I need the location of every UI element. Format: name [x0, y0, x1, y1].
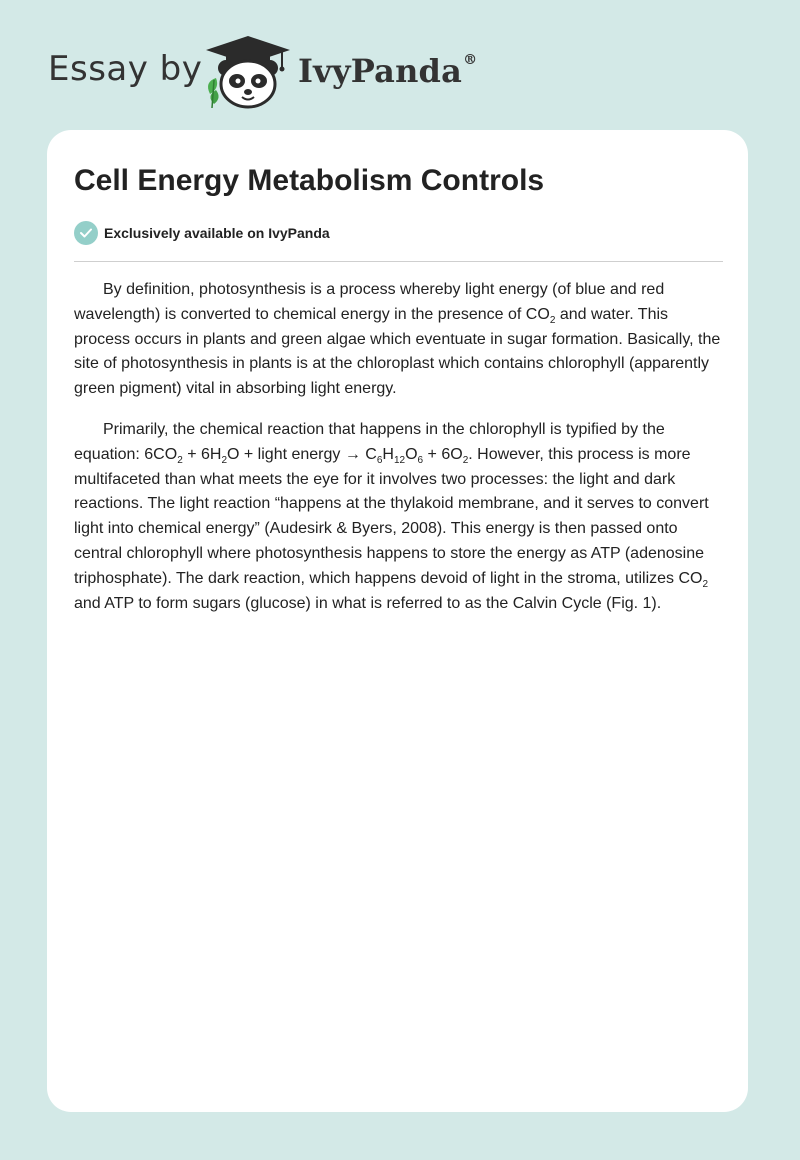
subscript: 2: [462, 454, 469, 466]
text-run: + 6H: [182, 445, 222, 463]
page-title: Cell Energy Metabolism Controls: [74, 164, 545, 197]
essay-body: [74, 278, 724, 632]
text-run: O + light energy → C: [227, 445, 377, 463]
text-run: Primarily, the chemical reaction that happens in the chlorophyll is typified by the equation: 6CO: [74, 420, 665, 463]
brand-name: [298, 52, 477, 90]
subscript: 2: [177, 454, 183, 466]
essay-card: [47, 130, 748, 1112]
panda-graduate-logo-icon: [202, 34, 294, 110]
text-run: H: [382, 445, 394, 463]
subscript: 6: [417, 454, 424, 466]
subscript: 6: [376, 454, 383, 466]
text-run: . However, this process is more multifaceted than what meets the eye for it involves two processes: the light and dark reactions. The light reaction “happens at the thylakoid membrane, and it serves to convert light into chemical energy” (Audesirk & Byers, 2008). This energy is then passed onto central chlorophyll where photosynthesis happens to store the energy as ATP (adenosine triphosphate). The dark reaction, which happens devoid of light in the stroma, utilizes CO: [74, 445, 709, 587]
text-run: O: [405, 445, 418, 463]
subscript: 2: [221, 454, 227, 466]
subscript: 2: [702, 578, 709, 590]
text-run: By definition, photosynthesis is a process whereby light energy (of blue and red wavelength) is converted to chemical energy in the presence of CO: [74, 281, 665, 323]
essay-by-label: Essay by: [48, 49, 203, 89]
paragraph: [74, 278, 724, 402]
subscript: 2: [549, 314, 556, 326]
text-run: + 6O: [423, 445, 463, 463]
check-circle-icon: [74, 221, 98, 245]
title-divider: [74, 261, 723, 262]
text-run: and water. This process occurs in plants and green algae which eventuate in sugar formation. Basically, the site of photosynthesis in plants is at the chloroplast which contains chlorophyll (apparently green pigment) vital in absorbing light energy.: [74, 305, 721, 398]
exclusive-badge-label: Exclusively available on IvyPanda: [104, 225, 330, 241]
text-run: and ATP to form sugars (glucose) in what is referred to as the Calvin Cycle (Fig. 1).: [74, 594, 662, 612]
subscript: 12: [393, 454, 406, 466]
registered-mark: ®: [463, 52, 478, 69]
exclusive-badge: [74, 221, 330, 245]
brand-name-text: IvyPanda: [298, 52, 463, 90]
paragraph: [74, 418, 724, 616]
site-header: [48, 34, 508, 114]
